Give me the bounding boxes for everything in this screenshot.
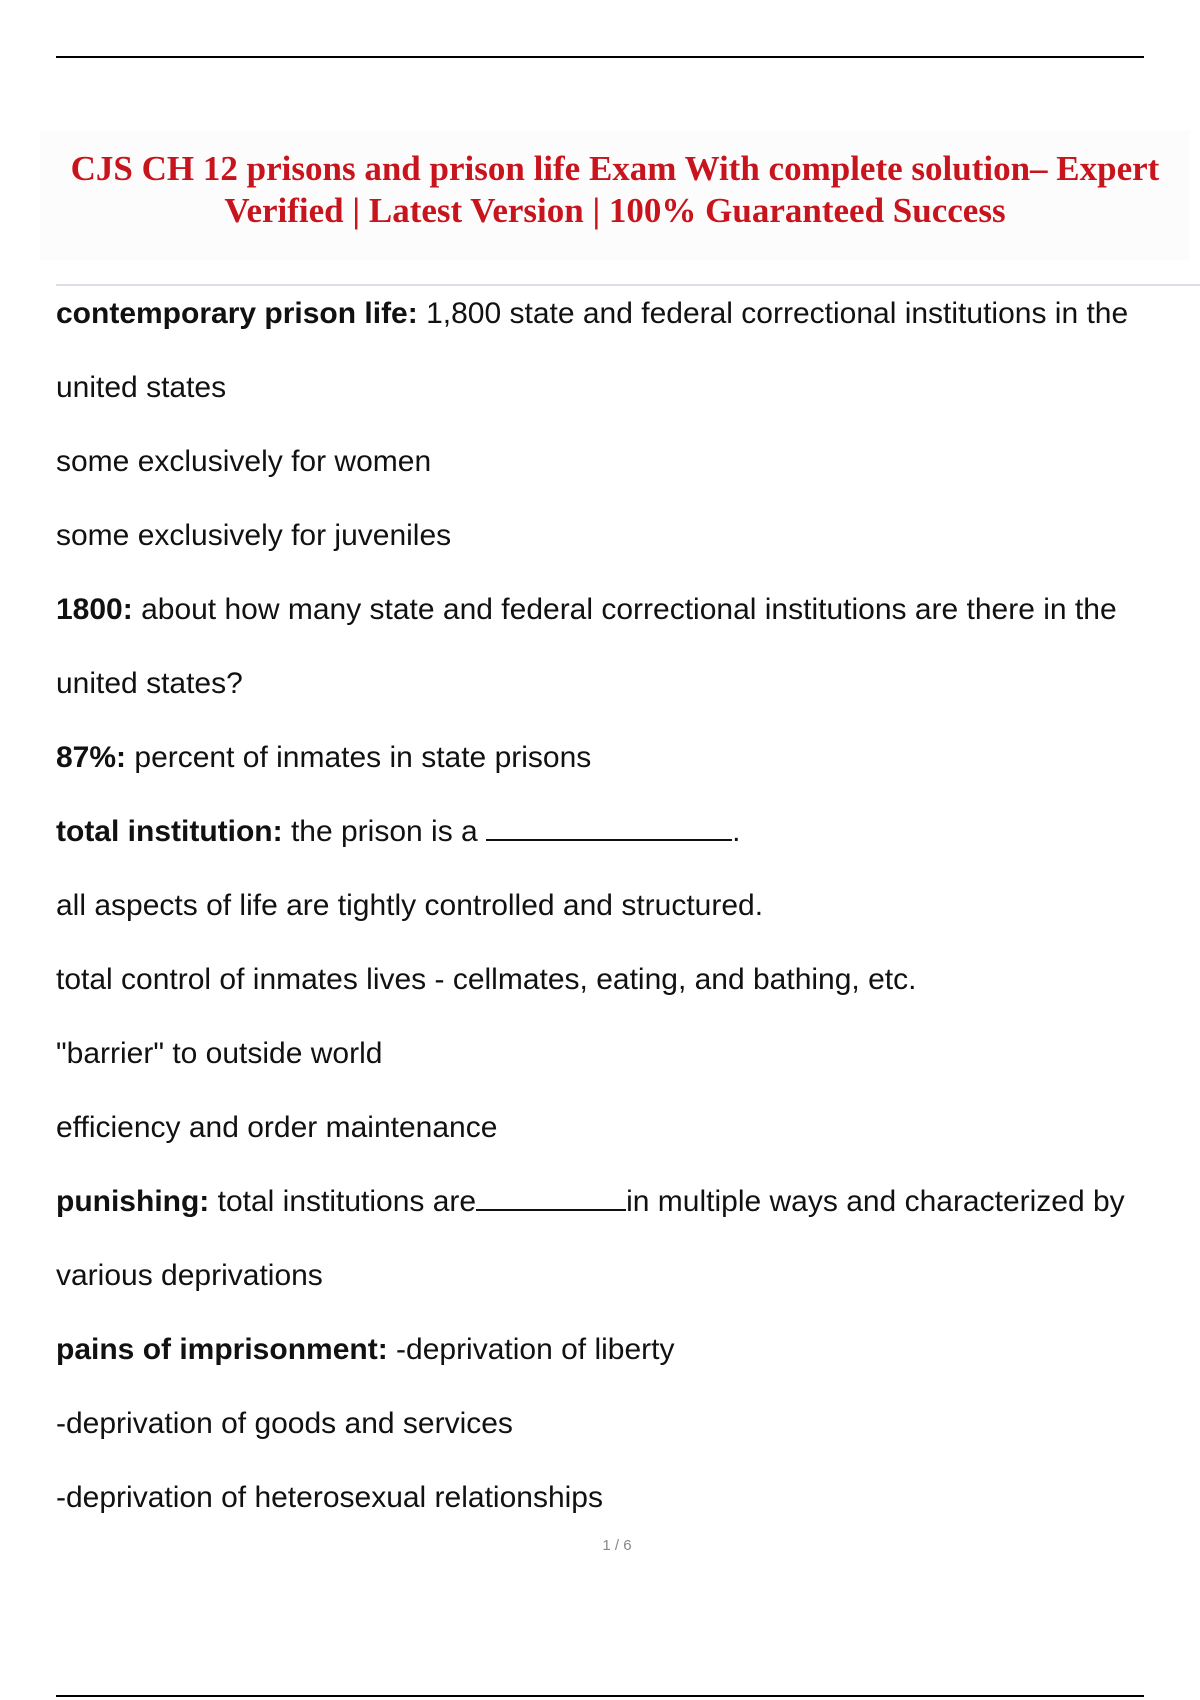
entry-text-after-blank: . [732, 815, 741, 848]
entry-term: contemporary prison life: [56, 297, 418, 330]
document-title [40, 148, 1190, 232]
entry-text-after-blank: in multiple ways and characterized by [626, 1185, 1125, 1218]
page-number: 1 / 6 [602, 1537, 632, 1554]
entry-continuation: united states [56, 371, 227, 404]
entry-term: 1800: [56, 593, 133, 626]
entry-continuation: all aspects of life are tightly controlled and structured. [56, 889, 764, 922]
title-line-1: CJS CH 12 prisons and prison life Exam With complete solution– Expert [70, 149, 1160, 188]
entry-continuation: various deprivations [56, 1259, 323, 1292]
flashcard-content [56, 286, 1200, 1544]
entry-text: total institutions are [209, 1185, 477, 1218]
entry-term: total institution: [56, 815, 283, 848]
entry-continuation: -deprivation of heterosexual relationships [56, 1481, 603, 1514]
entry-text: about how many state and federal correctional institutions are there in the [132, 593, 1117, 626]
entry-text: the prison is a [282, 815, 487, 848]
entry-contemporary-prison-life [56, 286, 1200, 360]
title-line-2: Verified | Latest Version | 100% Guaranteed Success [224, 191, 1006, 230]
entry-total-institution [56, 804, 1200, 878]
top-rule [56, 56, 1144, 58]
entry-punishing [56, 1174, 1200, 1248]
entry-87-percent [56, 730, 1200, 804]
entry-continuation: "barrier" to outside world [56, 1037, 383, 1070]
fill-in-blank [476, 1183, 626, 1211]
entry-continuation: total control of inmates lives - cellmates, eating, and bathing, etc. [56, 963, 917, 996]
entry-continuation: -deprivation of goods and services [56, 1407, 513, 1440]
entry-term: pains of imprisonment: [56, 1333, 388, 1366]
entry-continuation: efficiency and order maintenance [56, 1111, 498, 1144]
entry-text: percent of inmates in state prisons [126, 741, 592, 774]
bottom-rule [56, 1695, 1144, 1697]
entry-continuation: united states? [56, 667, 243, 700]
fill-in-blank [486, 813, 732, 841]
title-block [40, 130, 1190, 260]
entry-term: 87%: [56, 741, 127, 774]
entry-text: 1,800 state and federal correctional institutions in the [417, 297, 1129, 330]
entry-continuation: some exclusively for juveniles [56, 519, 452, 552]
entry-1800 [56, 582, 1200, 656]
entry-pains-of-imprisonment [56, 1322, 1200, 1396]
entry-term: punishing: [56, 1185, 210, 1218]
entry-text: -deprivation of liberty [387, 1333, 675, 1366]
entry-continuation: some exclusively for women [56, 445, 432, 478]
